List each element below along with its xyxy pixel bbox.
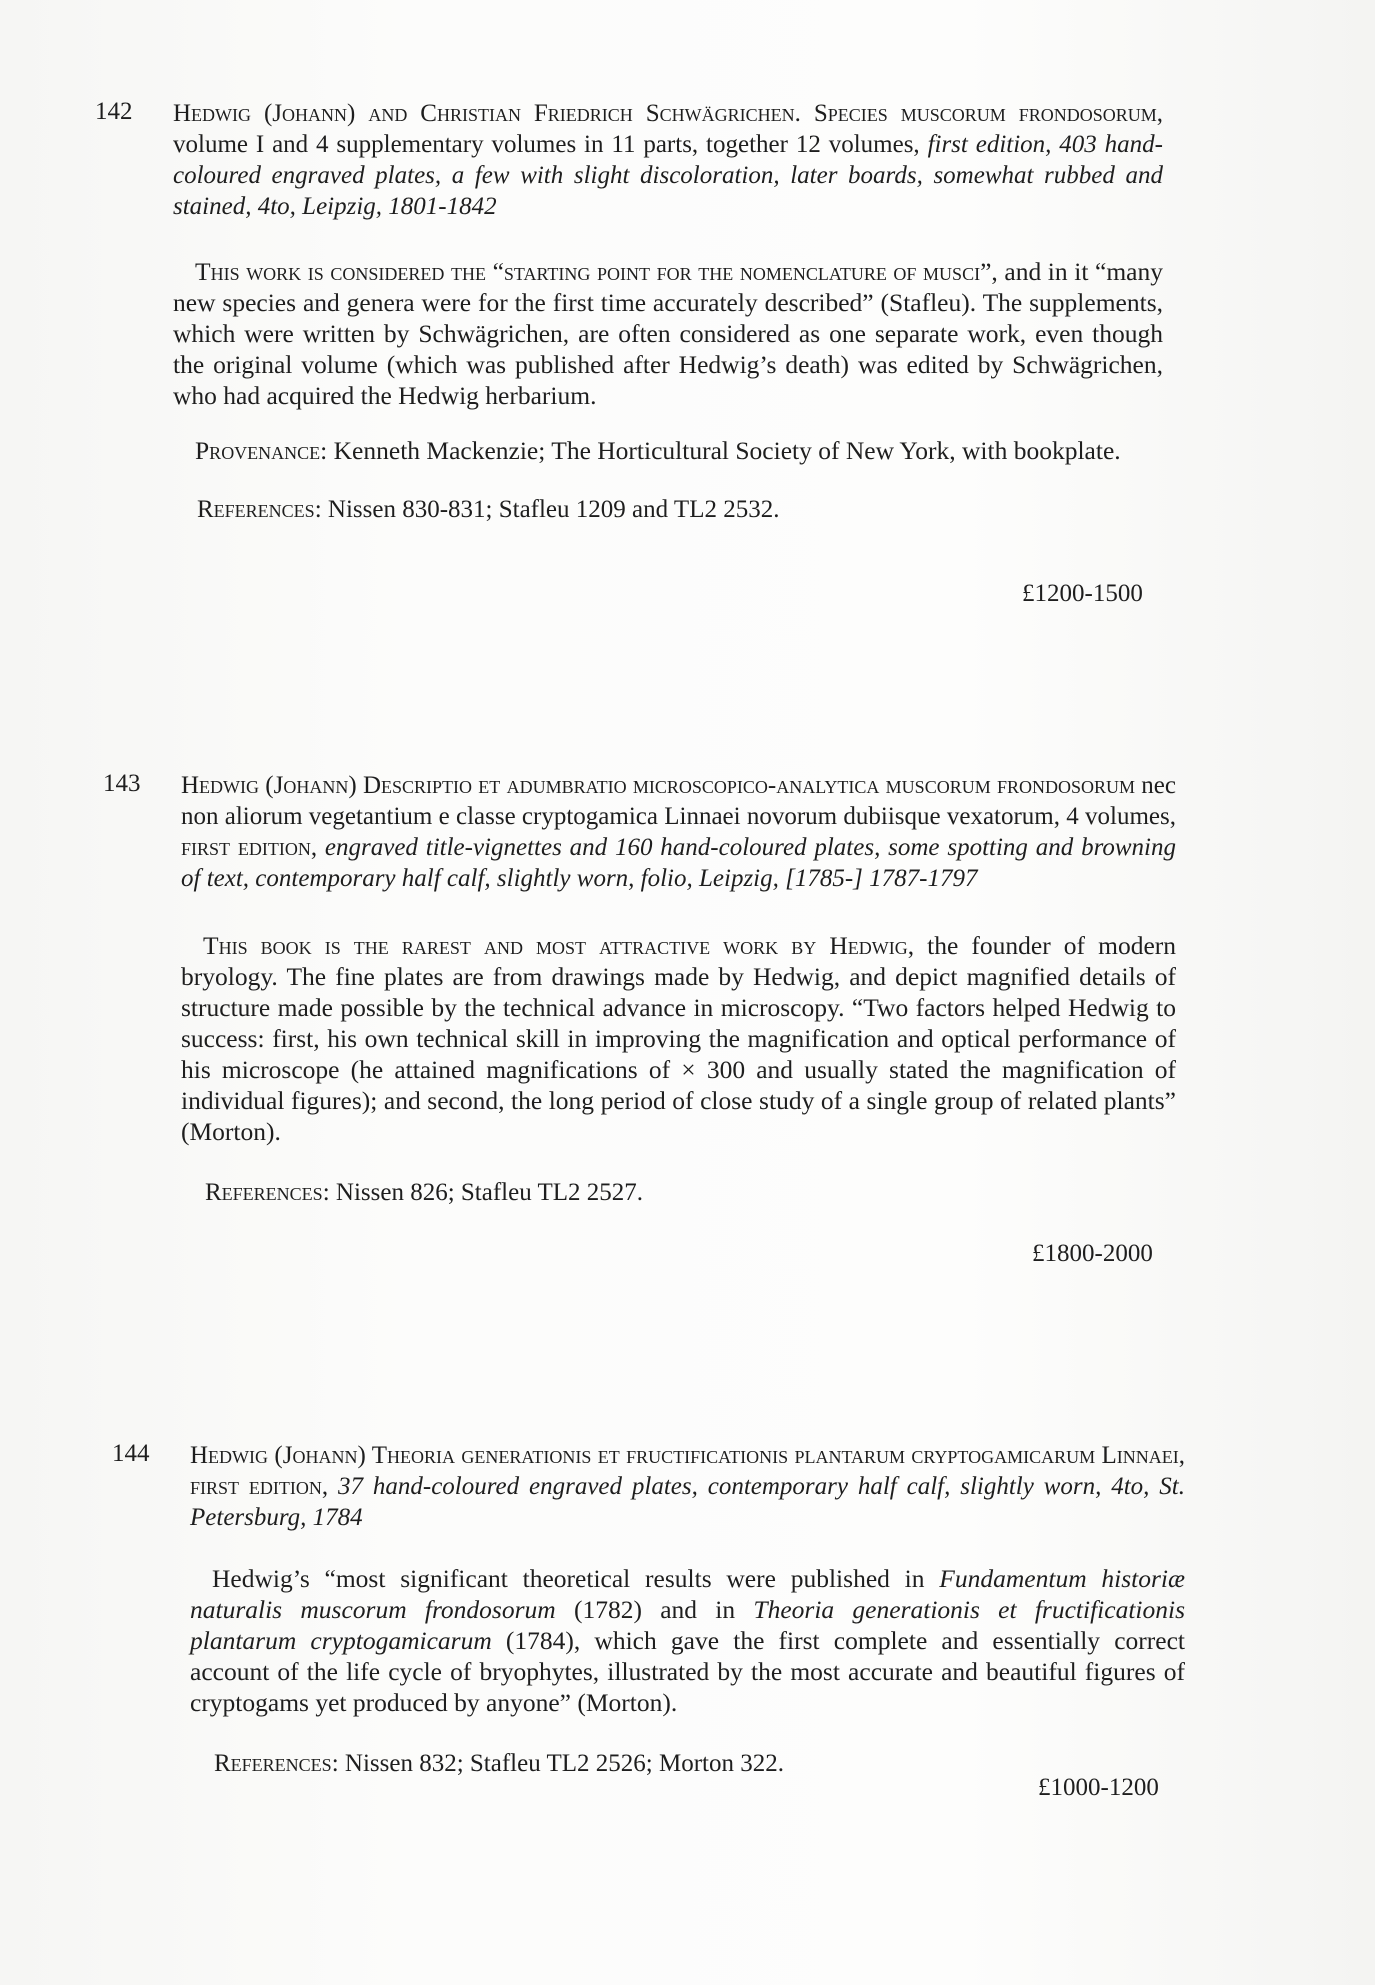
description-text: Hedwig’s “most significant theoretical results were published in: [212, 1564, 940, 1593]
lot-references: [205, 1177, 1178, 1208]
lot-title: Theoria generationis et fructificationis plantarum cryptogamicarum Linnaei,: [365, 1442, 1185, 1469]
lot-title: Descriptio et adumbratio microscopico-analytica muscorum frondosorum: [356, 772, 1136, 799]
lot-144-estimate: £1000-1200: [1038, 1774, 1159, 1801]
provenance-text: Kenneth Mackenzie; The Horticultural Society of New York, with bookplate.: [327, 436, 1121, 465]
lot-author: Hedwig (Johann): [181, 772, 357, 799]
lot-142: [95, 98, 1165, 525]
references-text: Nissen 832; Stafleu TL2 2526; Morton 322.: [338, 1750, 784, 1777]
provenance-label: Provenance:: [195, 436, 328, 465]
lot-author: Hedwig (Johann) and Christian Friedrich Schwägrichen.: [173, 100, 801, 127]
description-text: (1784), which gave the first complete and essentially correct account of the life cycle of bryophytes, illustrated by the most accurate and beautiful figures of cryptogams yet produced by anyone” (Morton).: [190, 1626, 1185, 1717]
lot-heading: [190, 1440, 1185, 1533]
references-label: References:: [205, 1179, 330, 1206]
references-text: Nissen 830-831; Stafleu 1209 and TL2 2532.: [321, 496, 780, 523]
lot-142-estimate: £1200-1500: [1022, 580, 1143, 607]
lot-condition: first edition, 403 hand-coloured engraved plates, a few with slight discoloration, later boards, somewhat rubbed and stained, 4to, Leipzig, 1801-1842: [173, 131, 1163, 220]
lot-provenance: [173, 435, 1163, 466]
cited-work: Theoria generationis et fructificationis plantarum cryptogamicarum: [190, 1595, 1186, 1655]
lot-description: [181, 930, 1176, 1147]
description-lead: This book is the rarest and most attractive work by Hedwig,: [203, 931, 915, 960]
description-text: the founder of modern bryology. The fine plates are from drawings made by Hedwig, and depict magnified details of structure made possible by the technical advance in microscopy. “Two factors helped Hedwig to success: first, his own technical skill in improving the magnification and optical performance of his microscope (he attained magnifications of × 300 and usually stated the magnification of individual figures); and second, the long period of close study of a single group of related plants” (Morton).: [181, 931, 1176, 1146]
description-lead: This work is considered the “starting point for the nomenclature of musci”,: [195, 257, 998, 286]
lot-number: 142: [95, 98, 133, 125]
lot-edition: first edition,: [190, 1473, 329, 1500]
lot-number: 143: [103, 770, 141, 797]
lot-collation: nec non aliorum vegetantium e classe cryptogamica Linnaei novorum dubiisque vexatorum, 4 volumes,: [181, 772, 1177, 830]
lot-143-estimate: £1800-2000: [1032, 1240, 1153, 1267]
lot-description: [173, 256, 1163, 411]
references-label: References:: [197, 496, 322, 523]
lot-144: [112, 1440, 1187, 1779]
lot-author: Hedwig (Johann): [190, 1442, 366, 1469]
description-text: and in it “many new species and genera were for the first time accurately described” (Stafleu). The supplements, which were written by Schwägrichen, are often considered as one separate work, even though the original volume (which was published after Hedwig’s death) was edited by Schwägrichen, who had acquired the Hedwig herbarium.: [173, 257, 1163, 410]
lot-heading: [173, 98, 1163, 222]
lot-number: 144: [112, 1440, 150, 1467]
lot-heading: [181, 770, 1176, 894]
description-text: (1782) and in: [555, 1595, 754, 1624]
lot-condition: 37 hand-coloured engraved plates, contemporary half calf, slightly worn, 4to, St. Petersburg, 1784: [190, 1473, 1186, 1531]
lot-condition: engraved title-vignettes and 160 hand-coloured plates, some spotting and browning of text, contemporary half calf, slightly worn, folio, Leipzig, [1785-] 1787-1797: [181, 834, 1176, 892]
lot-edition: first edition,: [181, 834, 318, 861]
lot-143: [103, 770, 1178, 1208]
references-text: Nissen 826; Stafleu TL2 2527.: [329, 1179, 644, 1206]
lot-collation: volume I and 4 supplementary volumes in 11 parts, together 12 volumes,: [173, 131, 928, 158]
references-label: References:: [214, 1750, 339, 1777]
cited-work: Fundamentum historiæ naturalis muscorum frondosorum: [190, 1564, 1186, 1624]
lot-references: [197, 494, 1165, 525]
lot-description: [190, 1563, 1185, 1718]
lot-title: Species muscorum frondosorum,: [813, 100, 1164, 127]
